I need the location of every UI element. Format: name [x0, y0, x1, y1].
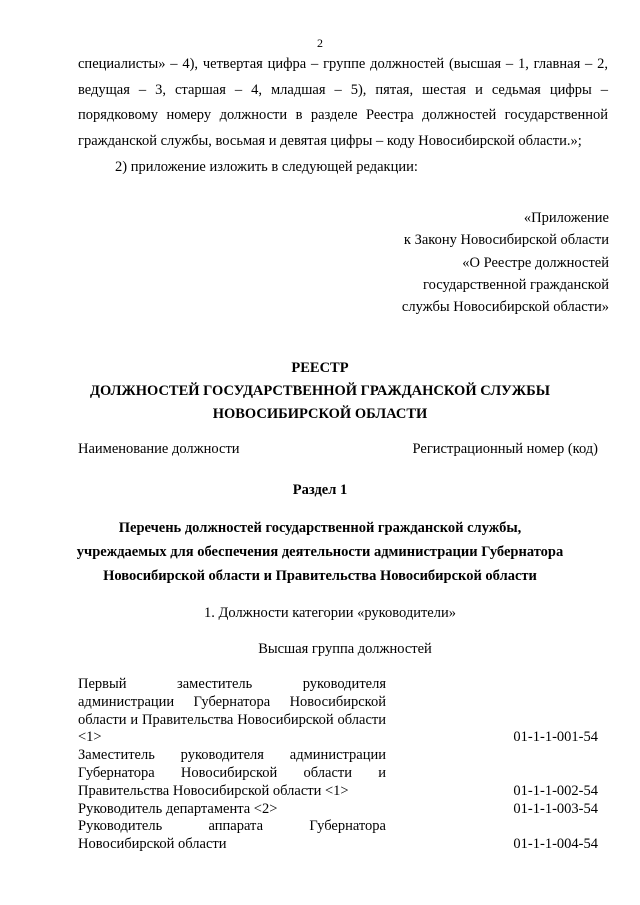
registry-title — [0, 357, 640, 426]
paragraph-continuation: специалисты» – 4), четвертая цифра – группе должностей (высшая – 1, главная – 2, ведущая – 3, старшая – 4, младшая – 5), пятая, шестая и седьмая цифры – порядковому номеру должности в разделе Реестра должностей государственной гражданской службы, восьмая и девятая цифры – коду Новосибирской области.»; — [78, 56, 608, 149]
position-name: Руководитель аппарата Губернатора Новосибирской области — [78, 818, 386, 853]
page-number: 2 — [317, 36, 323, 50]
registry-title-line: НОВОСИБИРСКОЙ ОБЛАСТИ — [212, 406, 428, 422]
section-title-line: учреждаемых для обеспечения деятельности администрации Губернатора — [76, 544, 564, 560]
registry-title-line: ДОЛЖНОСТЕЙ ГОСУДАРСТВЕННОЙ ГРАЖДАНСКОЙ СЛУЖБЫ — [90, 383, 550, 399]
position-code: 01-1-1-002-54 — [513, 782, 598, 799]
position-row — [78, 818, 598, 854]
position-name: Заместитель руководителя администрации Губернатора Новосибирской области и Правительства Новосибирской области <1> — [78, 747, 386, 799]
appendix-line: «Приложение — [523, 210, 609, 226]
position-name: Первый заместитель руководителя администрации Губернатора Новосибирской области и Правительства Новосибирской области <1> — [78, 676, 386, 746]
position-code: 01-1-1-003-54 — [513, 800, 598, 817]
section-title-line: Новосибирской области и Правительства Новосибирской области — [103, 568, 537, 584]
position-row — [78, 801, 598, 819]
category-heading: 1. Должности категории «руководители» — [204, 605, 456, 621]
position-code: 01-1-1-004-54 — [513, 836, 598, 853]
column-header-code: Регистрационный номер (код) — [412, 441, 598, 457]
appendix-line: государственной гражданской — [423, 276, 609, 293]
position-code: 01-1-1-001-54 — [513, 729, 598, 746]
position-row — [78, 747, 598, 800]
appendix-line: к Закону Новосибирской области — [403, 232, 609, 249]
section-title — [0, 516, 640, 588]
appendix-line: службы Новосибирской области» — [401, 299, 609, 316]
appendix-header — [402, 207, 609, 318]
appendix-line: «О Реестре должностей — [462, 254, 609, 271]
positions-list — [78, 676, 598, 854]
registry-title-line: РЕЕСТР — [291, 360, 349, 376]
position-row — [78, 676, 598, 747]
section-title-line: Перечень должностей государственной гражданской службы, — [118, 520, 522, 536]
group-heading: Высшая группа должностей — [258, 641, 432, 657]
column-header-name: Наименование должности — [78, 441, 240, 457]
section-label: Раздел 1 — [292, 482, 348, 498]
position-name: Руководитель департамента <2> — [78, 800, 278, 817]
paragraph-amendment: 2) приложение изложить в следующей редакции: — [115, 159, 418, 175]
